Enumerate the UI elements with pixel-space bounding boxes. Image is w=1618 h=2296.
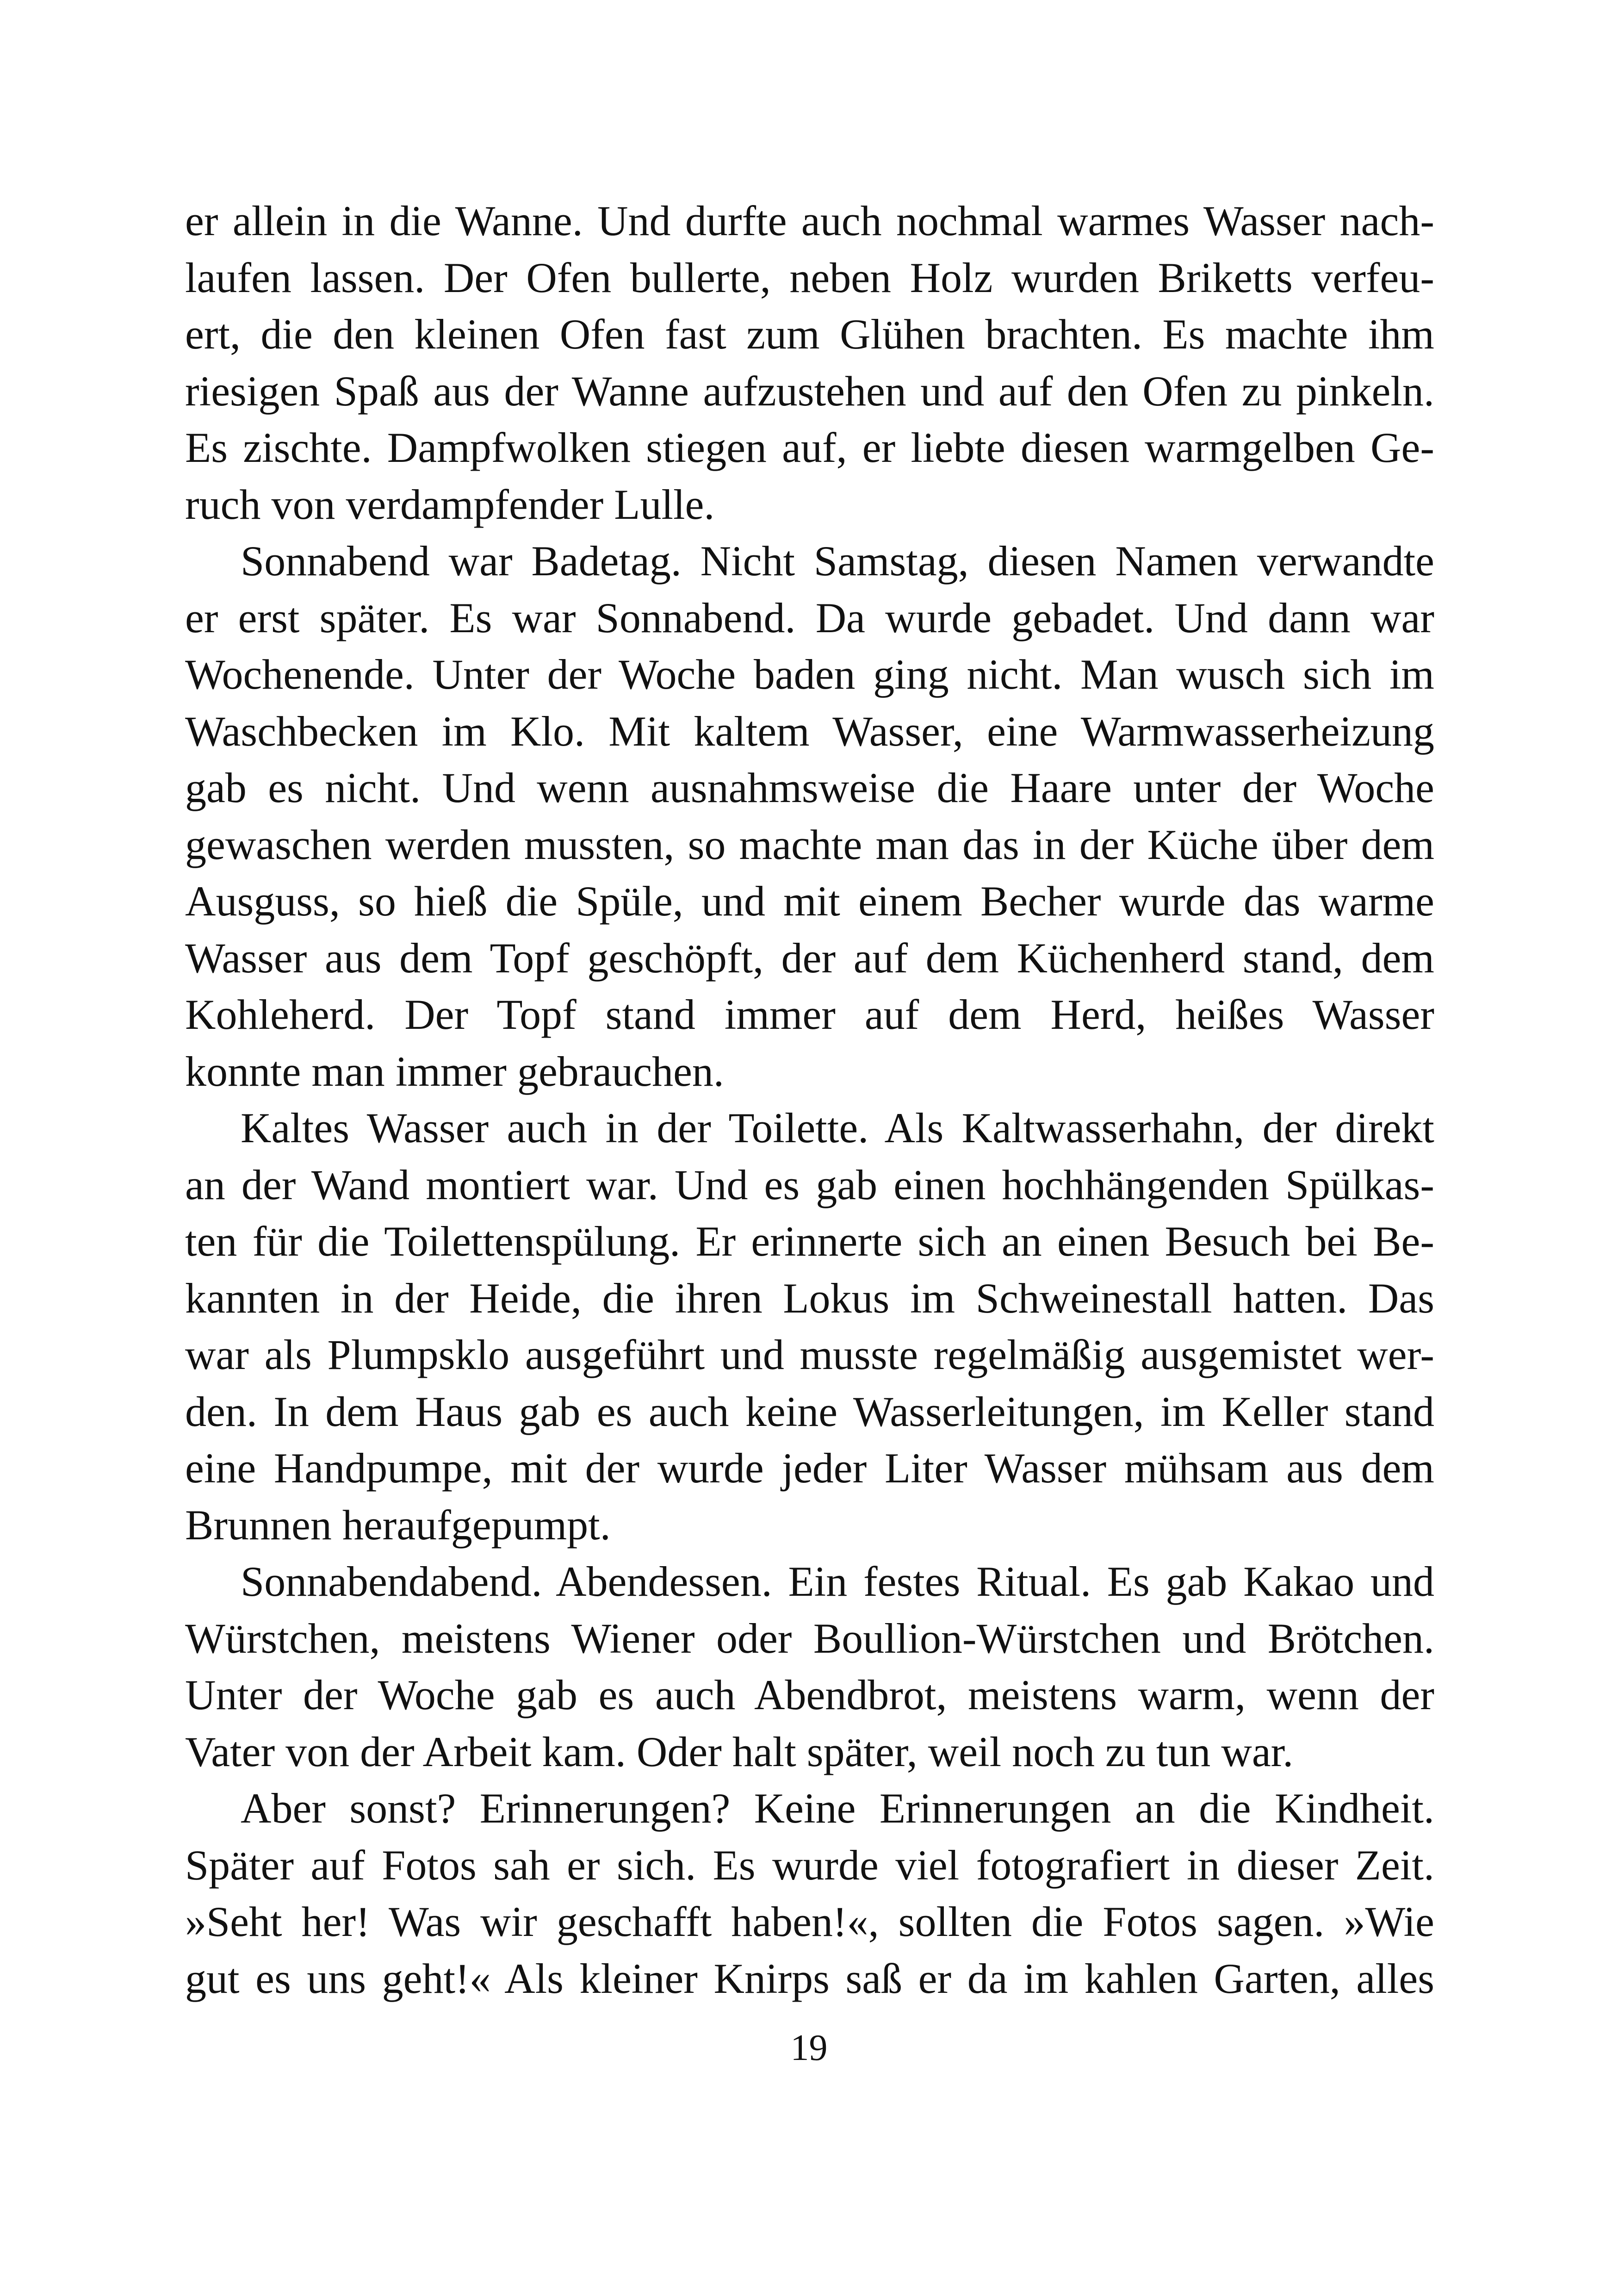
paragraph-1 [185, 193, 1434, 533]
paragraph-4 [185, 1553, 1434, 1780]
text-line: konnte man immer gebrauchen. [185, 1047, 724, 1095]
text-line: ruch von verdampfender Lulle. [185, 480, 715, 528]
text-line: ert, die den kleinen Ofen fast zum Glühen brachten. Es machte ihm [185, 311, 1434, 358]
text-line: Würstchen, meistens Wiener oder Boullion-Würstchen und Brötchen. [185, 1614, 1434, 1662]
text-line: kannten in der Heide, die ihren Lokus im Schweinestall hatten. Das [185, 1274, 1434, 1322]
text-line: Kohleherd. Der Topf stand immer auf dem Herd, heißes Wasser [185, 991, 1434, 1038]
text-line: er allein in die Wanne. Und durfte auch nochmal warmes Wasser nach- [185, 197, 1434, 244]
text-line: Wasser aus dem Topf geschöpft, der auf dem Küchenherd stand, dem [185, 934, 1434, 982]
text-line: Waschbecken im Klo. Mit kaltem Wasser, eine Warmwasserheizung [185, 707, 1434, 755]
text-line: Unter der Woche gab es auch Abendbrot, meistens warm, wenn der [185, 1671, 1434, 1718]
page-number: 19 [790, 2028, 828, 2068]
text-line: Wochenende. Unter der Woche baden ging nicht. Man wusch sich im [185, 651, 1434, 698]
text-line: er erst später. Es war Sonnabend. Da wurde gebadet. Und dann war [185, 594, 1434, 641]
text-line: gewaschen werden mussten, so machte man das in der Küche über dem [185, 821, 1434, 868]
text-line: Ausguss, so hieß die Spüle, und mit einem Becher wurde das warme [185, 877, 1434, 925]
text-line: an der Wand montiert war. Und es gab einen hochhängenden Spülkas- [185, 1161, 1434, 1208]
text-line: gut es uns geht!« Als kleiner Knirps saß er da im kahlen Garten, alles [185, 1954, 1434, 2002]
text-line: Es zischte. Dampfwolken stiegen auf, er liebte diesen warmgelben Ge- [185, 424, 1434, 471]
text-line: den. In dem Haus gab es auch keine Wasserleitungen, im Keller stand [185, 1388, 1434, 1435]
text-line: Später auf Fotos sah er sich. Es wurde viel fotografiert in dieser Zeit. [185, 1841, 1434, 1889]
text-line: eine Handpumpe, mit der wurde jeder Liter Wasser mühsam aus dem [185, 1444, 1434, 1492]
text-line: Sonnabendabend. Abendessen. Ein festes Ritual. Es gab Kakao und [241, 1558, 1434, 1605]
text-line: Aber sonst? Erinnerungen? Keine Erinnerungen an die Kindheit. [241, 1785, 1434, 1832]
text-line: riesigen Spaß aus der Wanne aufzustehen und auf den Ofen zu pinkeln. [185, 367, 1434, 415]
text-line: Brunnen heraufgepumpt. [185, 1501, 611, 1549]
text-line: »Seht her! Was wir geschafft haben!«, sollten die Fotos sagen. »Wie [185, 1898, 1434, 1945]
text-line: laufen lassen. Der Ofen bullerte, neben Holz wurden Briketts verfeu- [185, 254, 1434, 301]
text-line: war als Plumpsklo ausgeführt und musste regelmäßig ausgemistet wer- [185, 1331, 1434, 1378]
paragraph-2 [185, 533, 1434, 1100]
text-line: Sonnabend war Badetag. Nicht Samstag, diesen Namen verwandte [241, 537, 1434, 585]
paragraph-3 [185, 1100, 1434, 1553]
paragraph-5 [185, 1780, 1434, 2007]
text-line: gab es nicht. Und wenn ausnahmsweise die Haare unter der Woche [185, 764, 1434, 811]
text-line: ten für die Toilettenspülung. Er erinnerte sich an einen Besuch bei Be- [185, 1218, 1434, 1265]
text-line: Kaltes Wasser auch in der Toilette. Als Kaltwasserhahn, der direkt [241, 1104, 1434, 1151]
body-text [185, 193, 1434, 2007]
text-line: Vater von der Arbeit kam. Oder halt später, weil noch zu tun war. [185, 1728, 1294, 1775]
